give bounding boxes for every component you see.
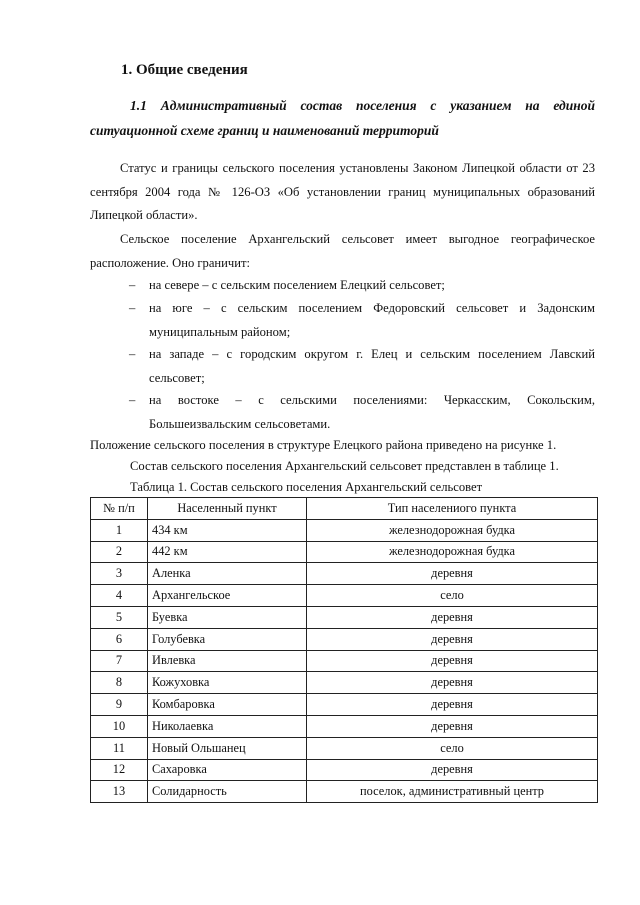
row-type: деревня [307, 715, 598, 737]
row-number: 11 [91, 737, 148, 759]
figure-reference: Положение сельского поселения в структуре Елецкого района приведено на рисунке 1. [90, 438, 557, 452]
row-number: 9 [91, 694, 148, 716]
row-type: деревня [307, 563, 598, 585]
row-settlement: 434 км [148, 519, 307, 541]
row-number: 5 [91, 606, 148, 628]
row-settlement: Архангельское [148, 585, 307, 607]
row-number: 2 [91, 541, 148, 563]
table-row [91, 672, 598, 694]
status-paragraph [90, 157, 595, 228]
border-item-text-line2: муниципальным районом; [149, 324, 291, 339]
table-row [91, 519, 598, 541]
row-number: 4 [91, 585, 148, 607]
subsection-heading-line2: ситуационной схеме границ и наименований территорий [90, 123, 439, 138]
row-settlement: Новый Ольшанец [148, 737, 307, 759]
dash-bullet: – [129, 301, 136, 315]
row-settlement: Комбаровка [148, 694, 307, 716]
row-settlement: Ивлевка [148, 650, 307, 672]
table-caption: Таблица 1. Состав сельского поселения Архангельский сельсовет [130, 480, 483, 494]
row-number: 6 [91, 628, 148, 650]
row-type: железнодорожная будка [307, 541, 598, 563]
status-paragraph-line3: Липецкой области». [90, 208, 198, 222]
row-settlement: Кожуховка [148, 672, 307, 694]
header-settlement: Населенный пункт [148, 498, 307, 520]
table-row [91, 606, 598, 628]
dash-bullet: – [129, 393, 136, 407]
table-row [91, 781, 598, 803]
row-settlement: Голубевка [148, 628, 307, 650]
table-row [91, 563, 598, 585]
border-item-text-line1: на востоке – с сельскими поселениями: Черкасским, Сокольским, [149, 393, 595, 407]
row-settlement: 442 км [148, 541, 307, 563]
row-number: 7 [91, 650, 148, 672]
row-type: деревня [307, 628, 598, 650]
subsection-heading [90, 93, 595, 143]
status-paragraph-line2: сентября 2004 года № 126-ОЗ «Об установлении границ муниципальных образований [90, 184, 595, 199]
table-reference: Состав сельского поселения Архангельский сельсовет представлен в таблице 1. [130, 459, 559, 473]
row-number: 8 [91, 672, 148, 694]
table-row [91, 541, 598, 563]
border-item-west [129, 343, 595, 390]
border-item-text-line2: Большеизвальским сельсоветами. [149, 416, 331, 431]
border-item-text-line2: сельсовет; [149, 370, 205, 385]
status-paragraph-line1: Статус и границы сельского поселения установлены Законом Липецкой области от 23 [120, 161, 595, 175]
border-item-east [129, 389, 595, 436]
header-number: № п/п [91, 498, 148, 520]
row-type: деревня [307, 694, 598, 716]
table-row [91, 628, 598, 650]
table-row [91, 585, 598, 607]
row-number: 10 [91, 715, 148, 737]
border-item-text-line1: на юге – с сельским поселением Федоровский сельсовет и Задонским [149, 301, 595, 315]
row-type: деревня [307, 759, 598, 781]
row-type: поселок, административный центр [307, 781, 598, 803]
row-type: село [307, 585, 598, 607]
section-heading: 1. Общие сведения [121, 62, 248, 78]
row-type: деревня [307, 650, 598, 672]
header-type: Тип населениого пункта [307, 498, 598, 520]
border-item-text-line1: на западе – с городским округом г. Елец и сельским поселением Лавский [149, 347, 595, 361]
row-settlement: Аленка [148, 563, 307, 585]
table-header-row [91, 498, 598, 520]
settlements-table [90, 497, 598, 803]
row-settlement: Буевка [148, 606, 307, 628]
row-type: деревня [307, 606, 598, 628]
row-number: 13 [91, 781, 148, 803]
dash-bullet: – [129, 278, 136, 292]
border-item-text: на севере – с сельским поселением Елецкий сельсовет; [149, 278, 445, 292]
row-settlement: Николаевка [148, 715, 307, 737]
border-item-north [129, 274, 595, 298]
table-row [91, 650, 598, 672]
subsection-heading-line1: 1.1 Административный состав поселения с указанием на единой [130, 98, 595, 113]
row-settlement: Солидарность [148, 781, 307, 803]
row-number: 12 [91, 759, 148, 781]
row-number: 3 [91, 563, 148, 585]
table-row [91, 737, 598, 759]
row-settlement: Сахаровка [148, 759, 307, 781]
row-number: 1 [91, 519, 148, 541]
row-type: железнодорожная будка [307, 519, 598, 541]
border-item-south [129, 297, 595, 344]
location-paragraph-line1: Сельское поселение Архангельский сельсовет имеет выгодное географическое [120, 232, 595, 246]
location-paragraph [90, 228, 595, 275]
location-paragraph-line2: расположение. Оно граничит: [90, 255, 250, 270]
dash-bullet: – [129, 347, 136, 361]
table-row [91, 694, 598, 716]
row-type: деревня [307, 672, 598, 694]
table-row [91, 715, 598, 737]
row-type: село [307, 737, 598, 759]
table-row [91, 759, 598, 781]
